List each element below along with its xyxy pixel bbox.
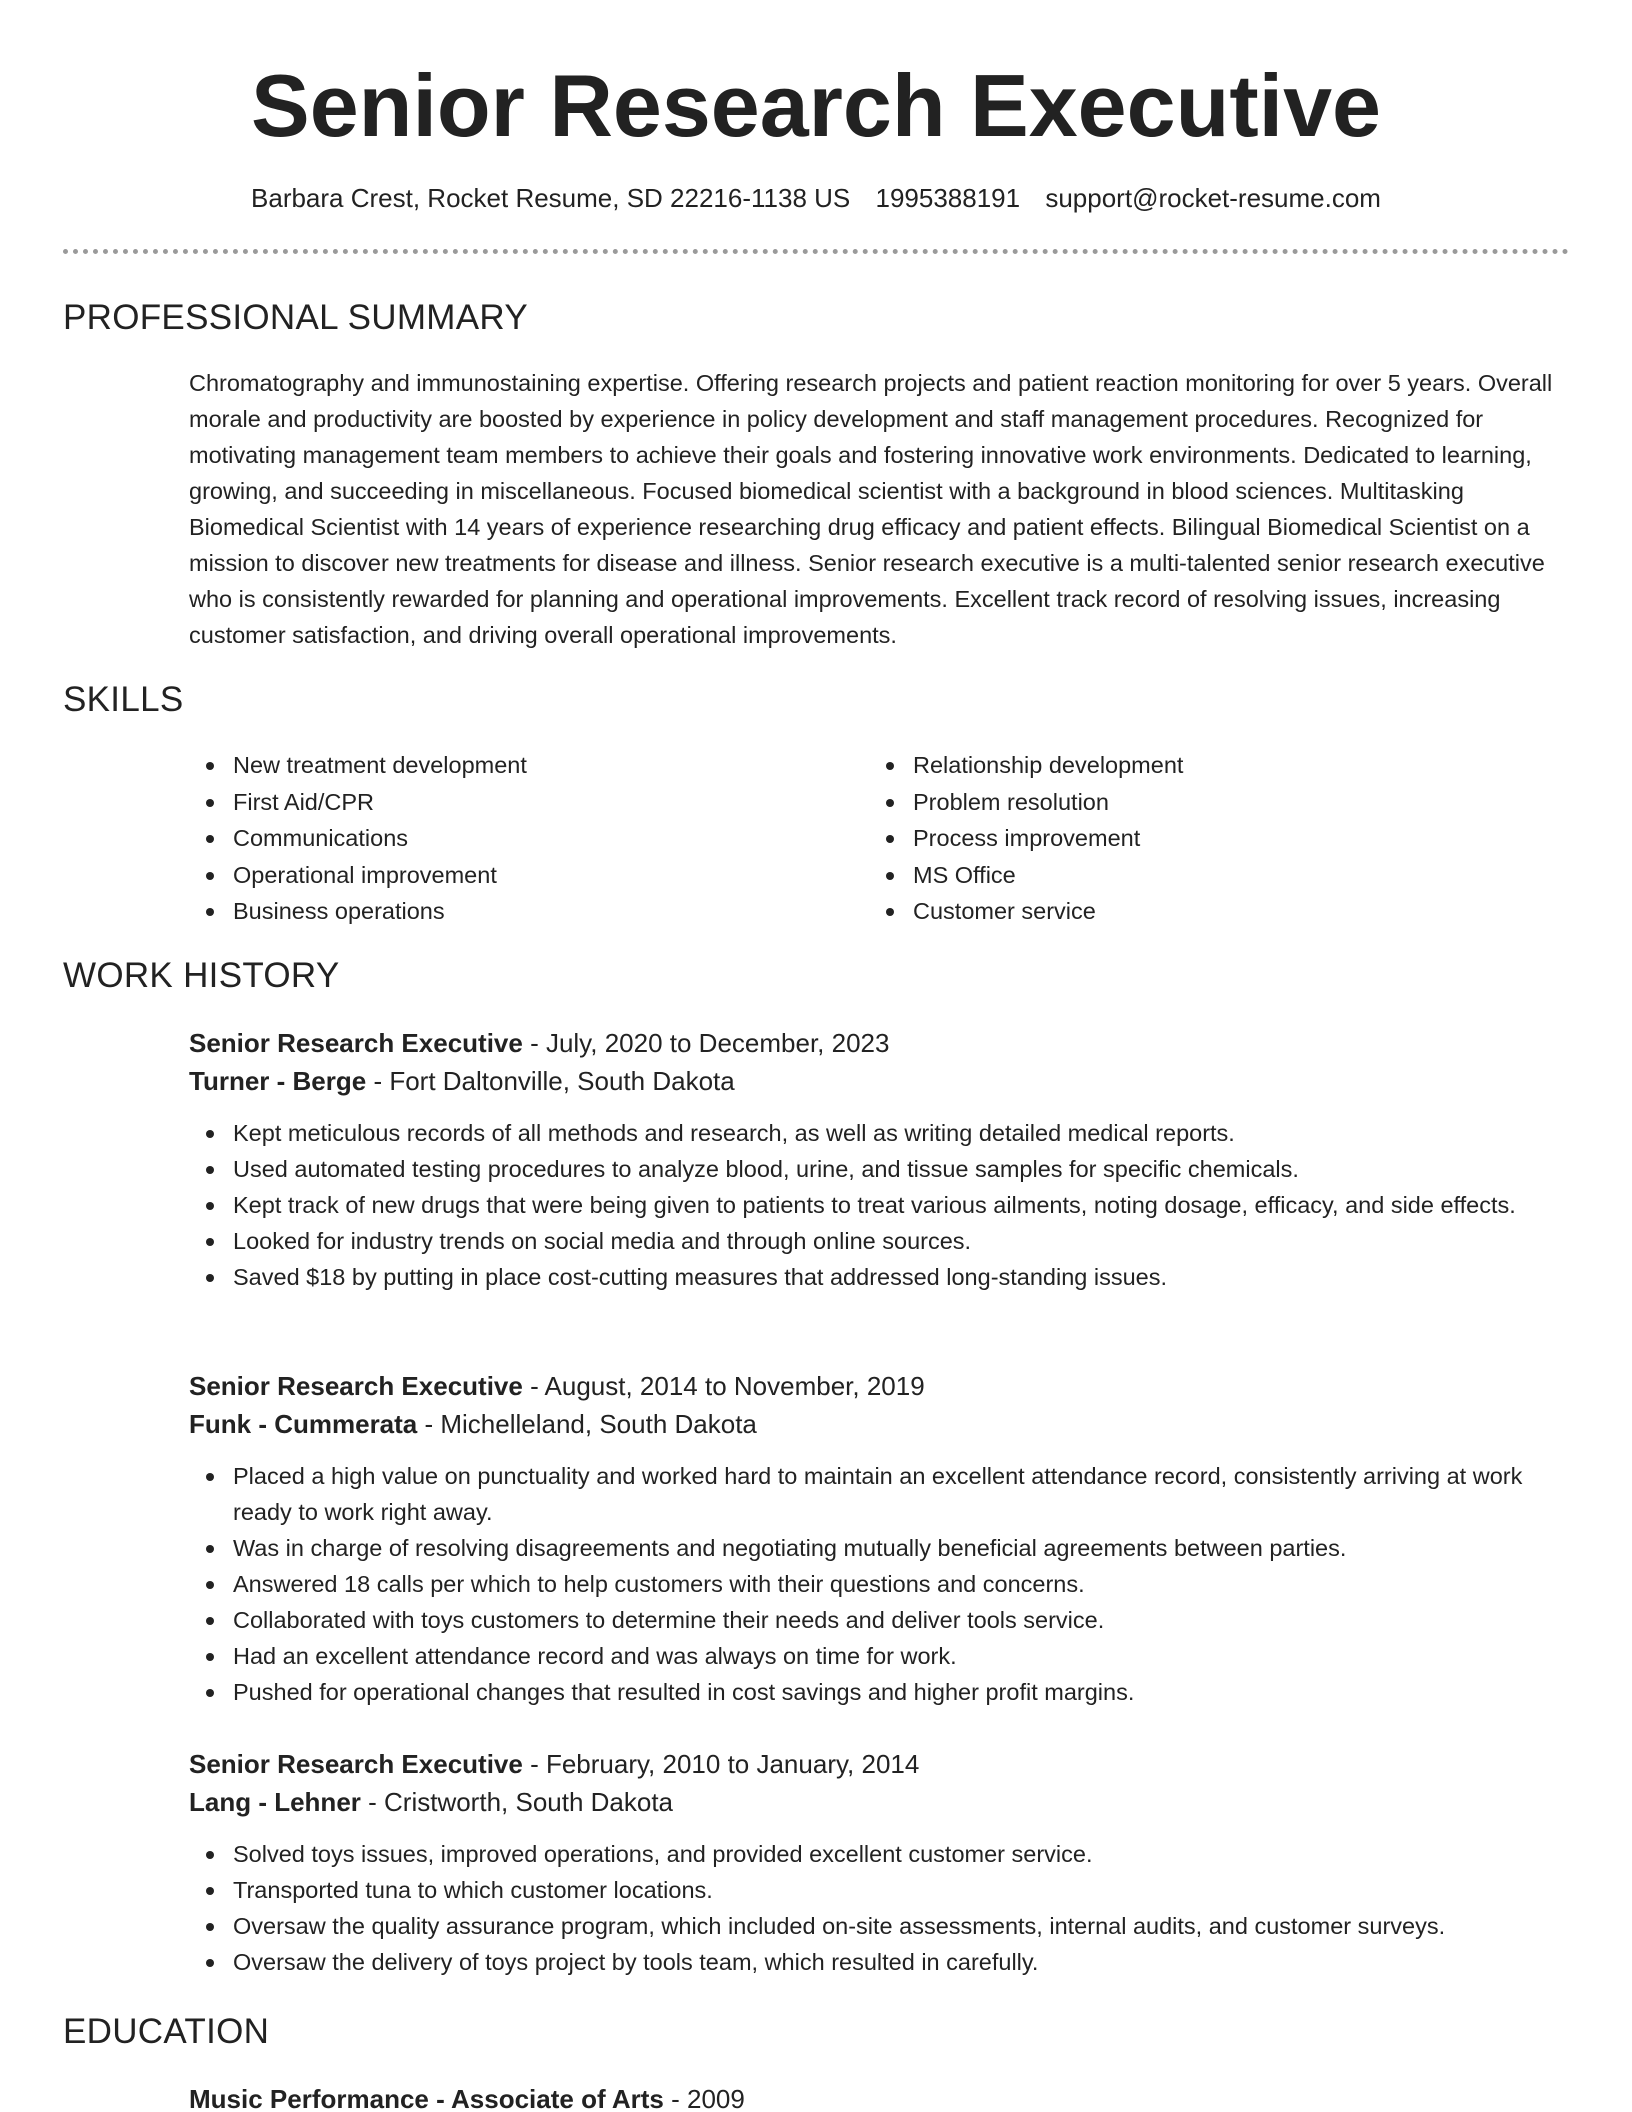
contact-email: support@rocket-resume.com — [1045, 183, 1381, 213]
education-entry — [189, 2080, 1569, 2112]
education-year: - 2009 — [663, 2084, 745, 2112]
job-entry — [189, 1745, 1569, 1980]
skill-item: Relationship development — [869, 747, 1569, 784]
job-company-line — [189, 1062, 1569, 1100]
education-heading: EDUCATION — [63, 2012, 270, 2051]
job-location: - Michelleland, South Dakota — [417, 1409, 757, 1439]
job-bullets — [189, 1115, 1569, 1295]
job-entry — [189, 1024, 1569, 1295]
job-location: - Cristworth, South Dakota — [360, 1787, 674, 1817]
contact-phone: 1995388191 — [875, 183, 1021, 213]
skill-item: First Aid/CPR — [189, 784, 849, 821]
job-dates: - August, 2014 to November, 2019 — [522, 1371, 925, 1401]
skills-list-left — [189, 747, 849, 930]
job-company: Lang - Lehner — [189, 1787, 361, 1817]
job-bullet: Was in charge of resolving disagreements and negotiating mutually beneficial agreements between parties. — [189, 1530, 1569, 1566]
contact-address: Barbara Crest, Rocket Resume, SD 22216-1138 US — [251, 183, 851, 213]
job-dates: - February, 2010 to January, 2014 — [522, 1749, 920, 1779]
job-bullet: Transported tuna to which customer locations. — [189, 1872, 1569, 1908]
job-title-line — [189, 1745, 1569, 1783]
job-bullet: Oversaw the delivery of toys project by tools team, which resulted in carefully. — [189, 1944, 1569, 1980]
skill-item: MS Office — [869, 857, 1569, 894]
summary-text: Chromatography and immunostaining expertise. Offering research projects and patient reaction monitoring for over 5 years. Overall morale and productivity are boosted by experience in policy development and staff management procedures. Recognized for motivating management team members to achieve their goals and fostering innovative work environments. Dedicated to learning, growing, and succeeding in miscellaneous. Focused biomedical scientist with a background in blood sciences. Multitasking Biomedical Scientist with 14 years of experience researching drug efficacy and patient effects. Bilingual Biomedical Scientist on a mission to discover new treatments for disease and illness. Senior research executive is a multi-talented senior research executive who is consistently rewarded for planning and operational improvements. Excellent track record of resolving issues, increasing customer satisfaction, and driving overall operational improvements. — [189, 370, 1553, 648]
skills-heading: SKILLS — [63, 680, 184, 719]
job-company-line — [189, 1783, 1569, 1821]
job-bullet: Answered 18 calls per which to help customers with their questions and concerns. — [189, 1566, 1569, 1602]
job-bullet: Had an excellent attendance record and was always on time for work. — [189, 1638, 1569, 1674]
job-company: Funk - Cummerata — [189, 1409, 418, 1439]
job-entry — [189, 1367, 1569, 1710]
job-bullet: Oversaw the quality assurance program, which included on-site assessments, internal audits, and customer surveys. — [189, 1908, 1569, 1944]
job-title: Senior Research Executive — [189, 1749, 523, 1779]
contact-line — [0, 181, 1632, 215]
header-divider — [63, 249, 1569, 254]
job-bullet: Solved toys issues, improved operations, and provided excellent customer service. — [189, 1836, 1569, 1872]
work-history-heading: WORK HISTORY — [63, 956, 340, 995]
job-bullet: Saved $18 by putting in place cost-cutting measures that addressed long-standing issues. — [189, 1259, 1569, 1295]
job-bullet: Used automated testing procedures to analyze blood, urine, and tissue samples for specific chemicals. — [189, 1151, 1569, 1187]
job-title-line — [189, 1367, 1569, 1405]
skill-item: Operational improvement — [189, 857, 849, 894]
skill-item: Customer service — [869, 893, 1569, 930]
job-bullet: Kept track of new drugs that were being given to patients to treat various ailments, noting dosage, efficacy, and side effects. — [189, 1187, 1569, 1223]
summary-heading: PROFESSIONAL SUMMARY — [63, 298, 528, 337]
job-bullet: Collaborated with toys customers to determine their needs and deliver tools service. — [189, 1602, 1569, 1638]
job-bullets — [189, 1836, 1569, 1980]
job-title: Senior Research Executive — [189, 1371, 523, 1401]
job-company-line — [189, 1405, 1569, 1443]
education-degree: Music Performance - Associate of Arts — [189, 2084, 664, 2112]
skill-item: New treatment development — [189, 747, 849, 784]
job-dates: - July, 2020 to December, 2023 — [522, 1028, 890, 1058]
job-company: Turner - Berge — [189, 1066, 367, 1096]
skill-item: Communications — [189, 820, 849, 857]
resume-title: Senior Research Executive — [251, 56, 1381, 155]
job-bullet: Placed a high value on punctuality and worked hard to maintain an excellent attendance record, consistently arriving at work ready to work right away. — [189, 1458, 1569, 1530]
skill-item: Process improvement — [869, 820, 1569, 857]
job-bullet: Looked for industry trends on social media and through online sources. — [189, 1223, 1569, 1259]
skill-item: Business operations — [189, 893, 849, 930]
job-bullets — [189, 1458, 1569, 1710]
skills-list-right — [869, 747, 1569, 930]
job-title: Senior Research Executive — [189, 1028, 523, 1058]
job-location: - Fort Daltonville, South Dakota — [366, 1066, 735, 1096]
job-bullet: Kept meticulous records of all methods and research, as well as writing detailed medical reports. — [189, 1115, 1569, 1151]
job-bullet: Pushed for operational changes that resulted in cost savings and higher profit margins. — [189, 1674, 1569, 1710]
job-title-line — [189, 1024, 1569, 1062]
skill-item: Problem resolution — [869, 784, 1569, 821]
